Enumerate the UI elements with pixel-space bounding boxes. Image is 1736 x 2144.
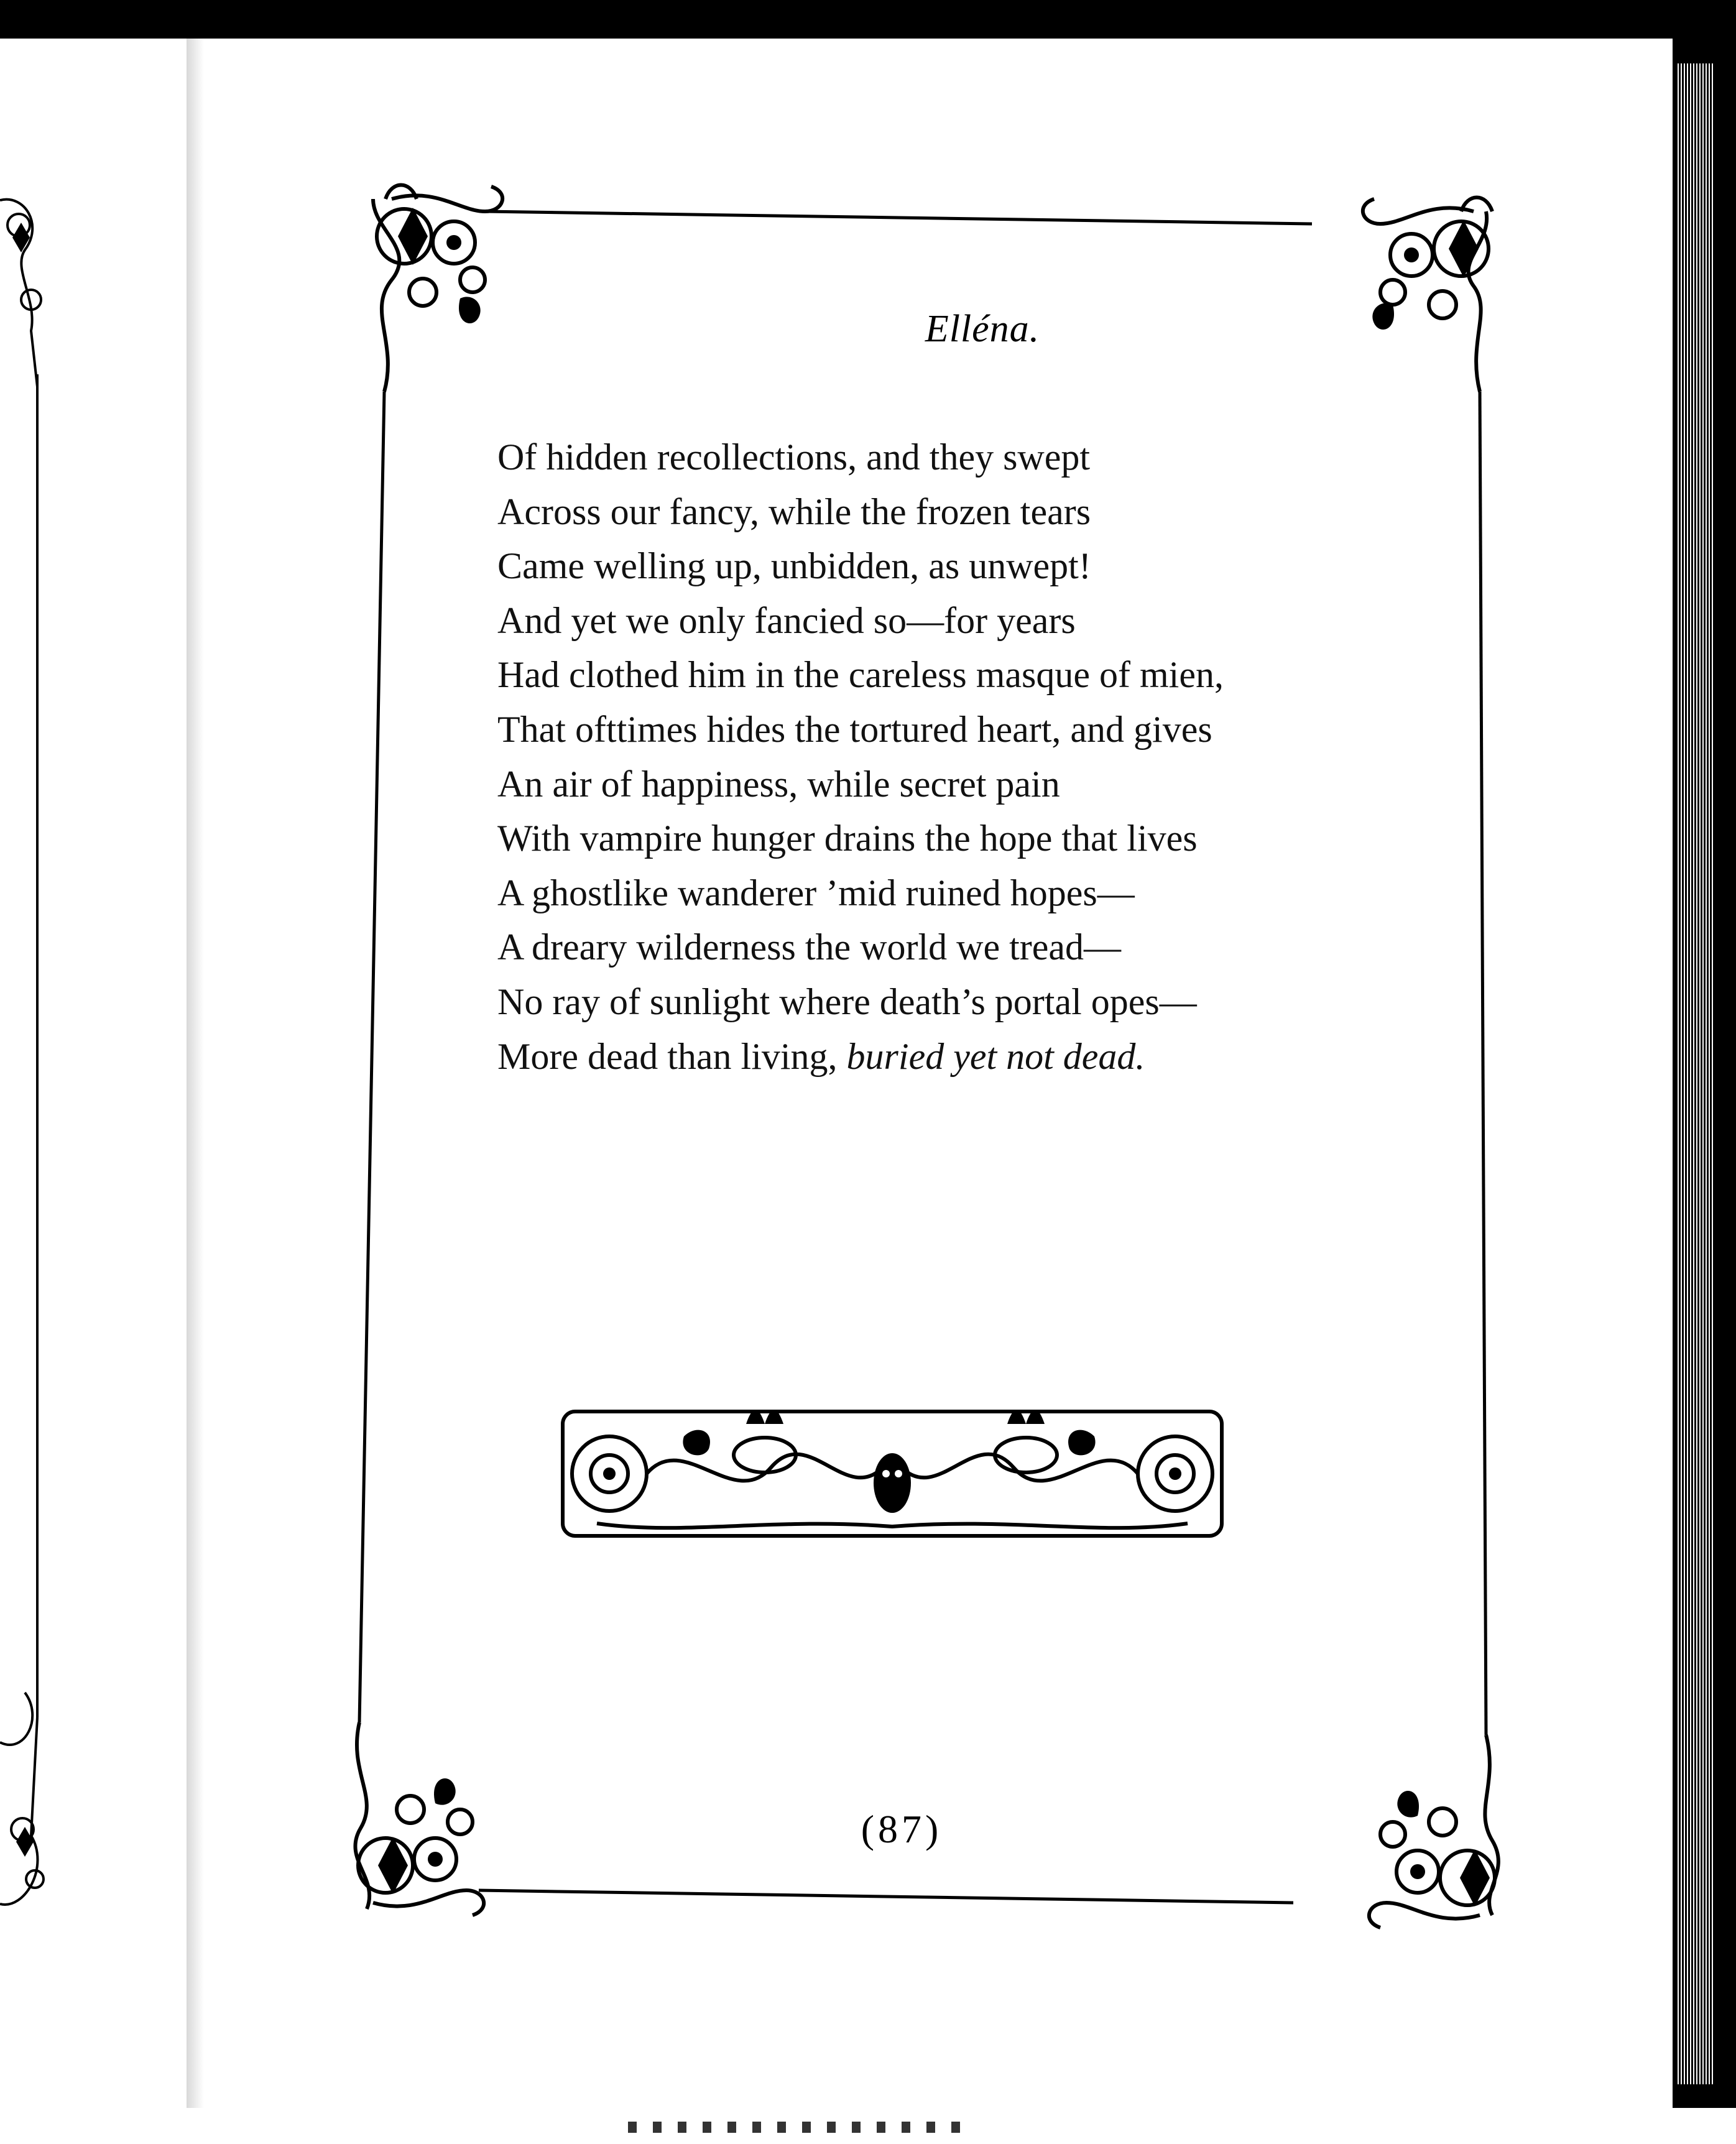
poem-line: No ray of sunlight where death’s portal opes— bbox=[497, 981, 1197, 1022]
corner-bottom-right-icon bbox=[1369, 1735, 1498, 1928]
tailpiece-ornament-icon bbox=[563, 1410, 1222, 1536]
page-number: (87) bbox=[861, 1807, 943, 1851]
scan-bottom-edge bbox=[0, 2108, 1736, 2144]
poem-line: An air of happiness, while secret pain bbox=[497, 763, 1060, 805]
poem-line: Had clothed him in the careless masque of mien, bbox=[497, 654, 1224, 696]
poem-line-text: More dead than living, bbox=[497, 1035, 847, 1077]
poem-line: That ofttimes hides the tortured heart, and gives bbox=[497, 708, 1212, 750]
page-title: Elléna. bbox=[925, 308, 1040, 350]
corner-top-left-icon bbox=[373, 185, 502, 392]
poem-italic-phrase: buried yet not dead. bbox=[846, 1035, 1145, 1077]
poem-line: With vampire hunger drains the hope that lives bbox=[497, 818, 1198, 859]
poem-line: And yet we only fancied so—for years bbox=[497, 599, 1076, 641]
poem-last-line bbox=[497, 1030, 1331, 1084]
facing-page-ornament-icon bbox=[0, 39, 187, 2109]
book-gutter bbox=[187, 39, 211, 2109]
poem-line: Of hidden recollections, and they swept bbox=[497, 437, 1091, 478]
corner-top-right-icon bbox=[1363, 198, 1492, 392]
poem-line: Across our fancy, while the frozen tears bbox=[497, 491, 1091, 532]
book-fore-edge bbox=[1673, 39, 1736, 2109]
poem-line: A dreary wilderness the world we tread— bbox=[497, 926, 1122, 968]
poem-line: Came welling up, unbidden, as unwept! bbox=[497, 545, 1091, 587]
facing-page-edge bbox=[0, 39, 188, 2109]
poem-line: A ghostlike wanderer ’mid ruined hopes— bbox=[497, 872, 1135, 913]
scan-top-edge bbox=[0, 0, 1736, 39]
corner-bottom-left-icon bbox=[355, 1722, 484, 1915]
poem-body bbox=[497, 430, 1331, 1084]
